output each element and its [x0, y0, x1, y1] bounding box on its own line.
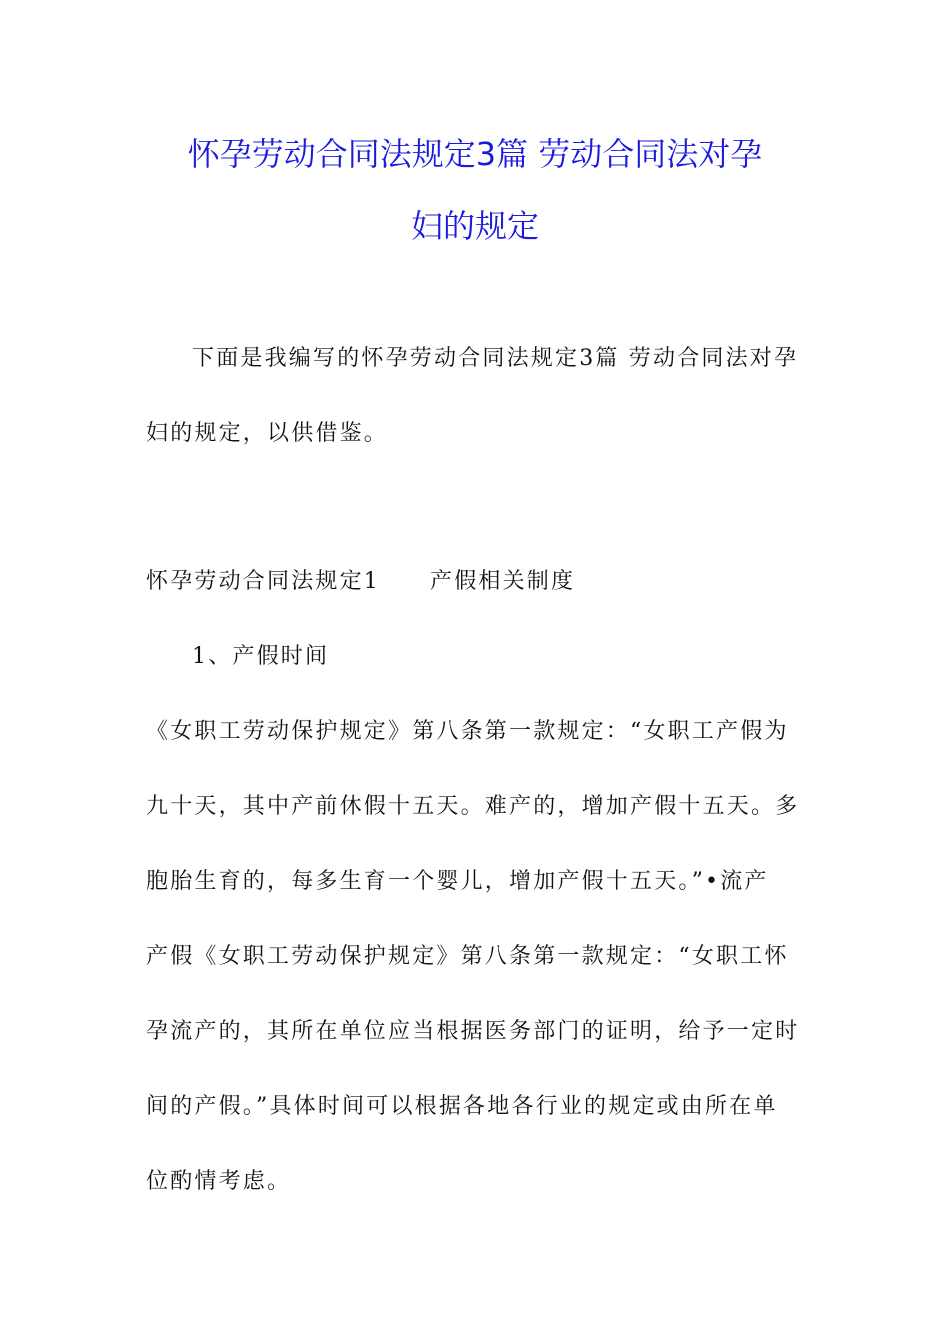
- section-subtitle: 产假相关制度: [430, 569, 576, 594]
- body-line: 产假《女职工劳动保护规定》第八条第一款规定：“女职工怀: [146, 944, 789, 969]
- item-1-heading: 1、产假时间: [192, 644, 330, 669]
- intro-line-1: 下面是我编写的怀孕劳动合同法规定3篇 劳动合同法对孕: [192, 346, 799, 371]
- body-line: 九十天，其中产前休假十五天。难产的，增加产假十五天。多: [146, 794, 800, 819]
- section-heading: 怀孕劳动合同法规定1: [146, 569, 380, 594]
- document-title-line-2: 妇的规定: [410, 207, 539, 245]
- body-line: 孕流产的，其所在单位应当根据医务部门的证明，给予一定时: [146, 1019, 800, 1044]
- body-line: 《女职工劳动保护规定》第八条第一款规定：“女职工产假为: [146, 719, 789, 744]
- section-heading-row: [146, 568, 808, 596]
- body-line: 间的产假。”具体时间可以根据各地各行业的规定或由所在单: [146, 1094, 778, 1119]
- body-line: 胞胎生育的，每多生育一个婴儿，增加产假十五天。”•流产: [146, 869, 769, 894]
- body-line: 位酌情考虑。: [146, 1169, 292, 1194]
- intro-line-2: 妇的规定，以供借鉴。: [146, 421, 389, 446]
- document-title-line-1: 怀孕劳动合同法规定3篇 劳动合同法对孕: [187, 135, 763, 173]
